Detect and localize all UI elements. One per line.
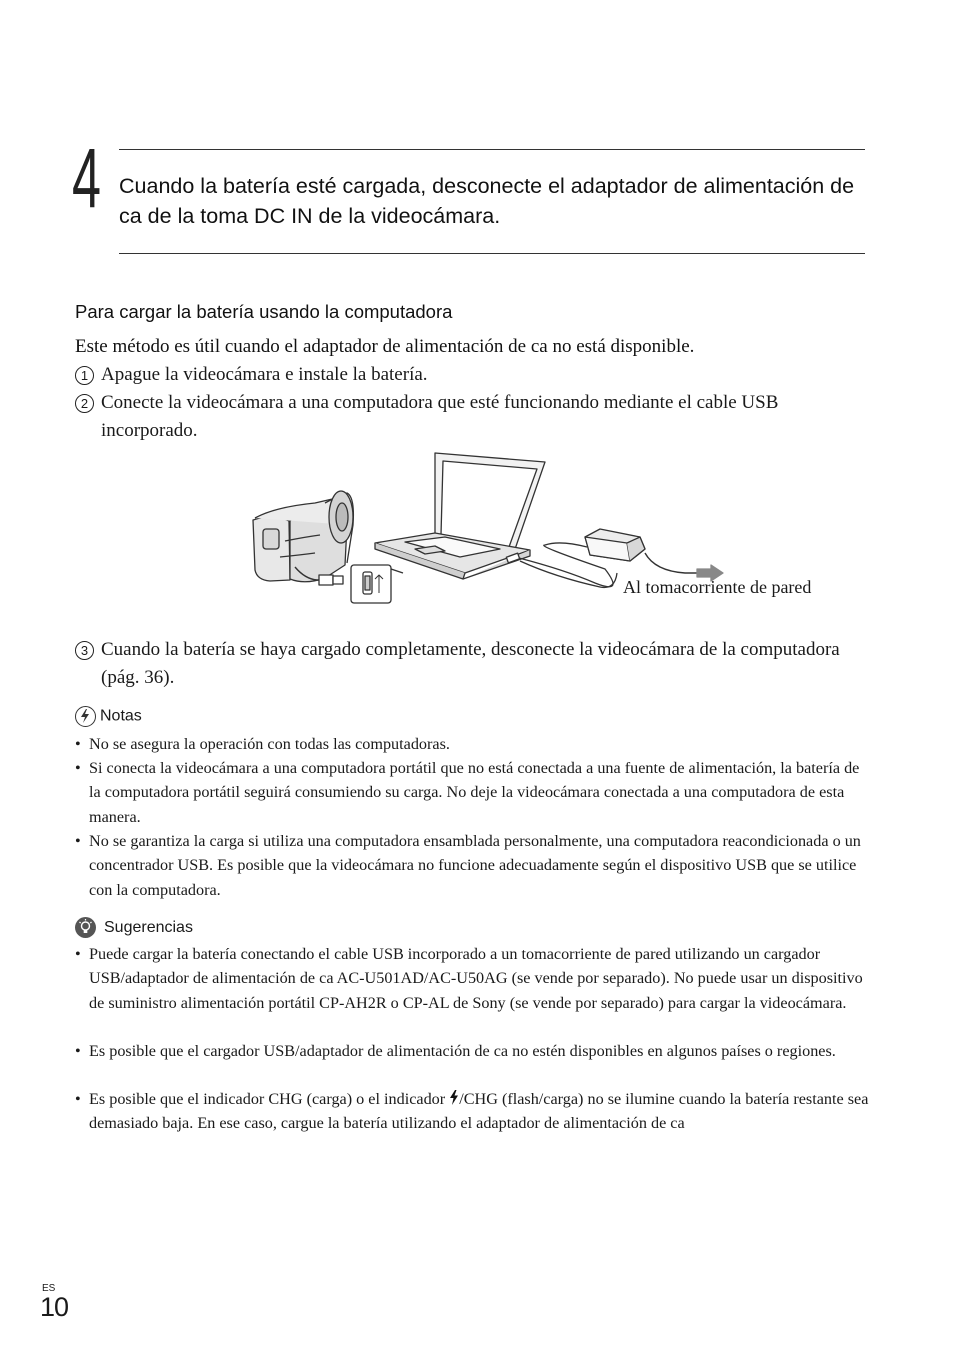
notes-icon [75, 706, 96, 727]
figure-caption: Al tomacorriente de pared [623, 577, 812, 597]
step-number: 4 [72, 131, 100, 225]
circled-number: 2 [75, 394, 94, 413]
list-item [75, 389, 865, 445]
bullet: • [75, 1090, 81, 1108]
step-instruction: Cuando la batería esté cargada, desconecte el adaptador de alimentación de ca de la toma DC IN de la videocámara. [119, 174, 855, 228]
bullet: • [75, 759, 81, 777]
bullet: • [75, 735, 81, 753]
note-item: • Si conecta la videocámara a una computadora portátil que no está conectada a una fuente de alimentación, la batería de la computadora portátil seguirá consumiendo su carga. No deje la videocámara conectada a una computadora de esta manera. [75, 756, 870, 829]
list-item-text: Cuando la batería se haya cargado completamente, desconecte la videocámara de la computadora (pág. 36). [101, 639, 840, 688]
list-item [75, 361, 865, 389]
list-item [75, 636, 865, 692]
language-code: ES [42, 1283, 56, 1294]
ac-adapter-illustration [585, 529, 697, 573]
section-title: Para cargar la batería usando la computadora [75, 301, 453, 322]
step-bottom-rule [119, 253, 865, 254]
note-item: • No se asegura la operación con todas las computadoras. [75, 732, 870, 756]
bullet: • [75, 1042, 81, 1060]
tip-item: • Es posible que el indicador CHG (carga) o el indicador /CHG (flash/carga) no se ilumine cuando la batería restante sea demasiado baja. En ese caso, cargue la batería utilizando el adaptador de alimentación de ca [75, 1087, 870, 1136]
tips-heading [75, 917, 193, 938]
notes-heading [75, 706, 142, 727]
circled-number: 3 [75, 641, 94, 660]
list-item-text: Apague la videocámara e instale la batería. [101, 364, 428, 385]
list-item-text: Conecte la videocámara a una computadora que esté funcionando mediante el cable USB incorporado. [101, 392, 779, 441]
page-number: 10 [40, 1292, 69, 1322]
usb-port-callout [351, 565, 403, 603]
step-top-rule [119, 149, 865, 150]
lightbulb-icon [75, 917, 96, 938]
bullet: • [75, 945, 81, 963]
tip-item: • Puede cargar la batería conectando el cable USB incorporado a un tomacorriente de pared utilizando un cargador USB/adaptador de alimentación de ca AC-U501AD/AC-U50AG (se vende por separado). No puede usar un dispositivo de suministro alimentación portátil CP-AH2R o CP-AL de Sony (se vende por separado) para cargar la videocámara. [75, 942, 870, 1015]
bullet: • [75, 832, 81, 850]
camcorder-illustration [253, 491, 353, 582]
laptop-illustration [375, 453, 545, 579]
note-item: • No se garantiza la carga si utiliza una computadora ensamblada personalmente, una computadora reacondicionada o un concentrador USB. Es posible que la videocámara no funcione adecuadamente según el dispositivo USB que se utilice con la computadora. [75, 829, 870, 902]
flash-icon [449, 1090, 459, 1105]
circled-number: 1 [75, 366, 94, 385]
section-intro: Este método es útil cuando el adaptador de alimentación de ca no está disponible. [75, 336, 695, 357]
notes-title: Notas [100, 707, 142, 725]
tip-item: • Es posible que el cargador USB/adaptador de alimentación de ca no estén disponibles en algunos países o regiones. [75, 1039, 870, 1063]
tips-title: Sugerencias [104, 918, 193, 936]
